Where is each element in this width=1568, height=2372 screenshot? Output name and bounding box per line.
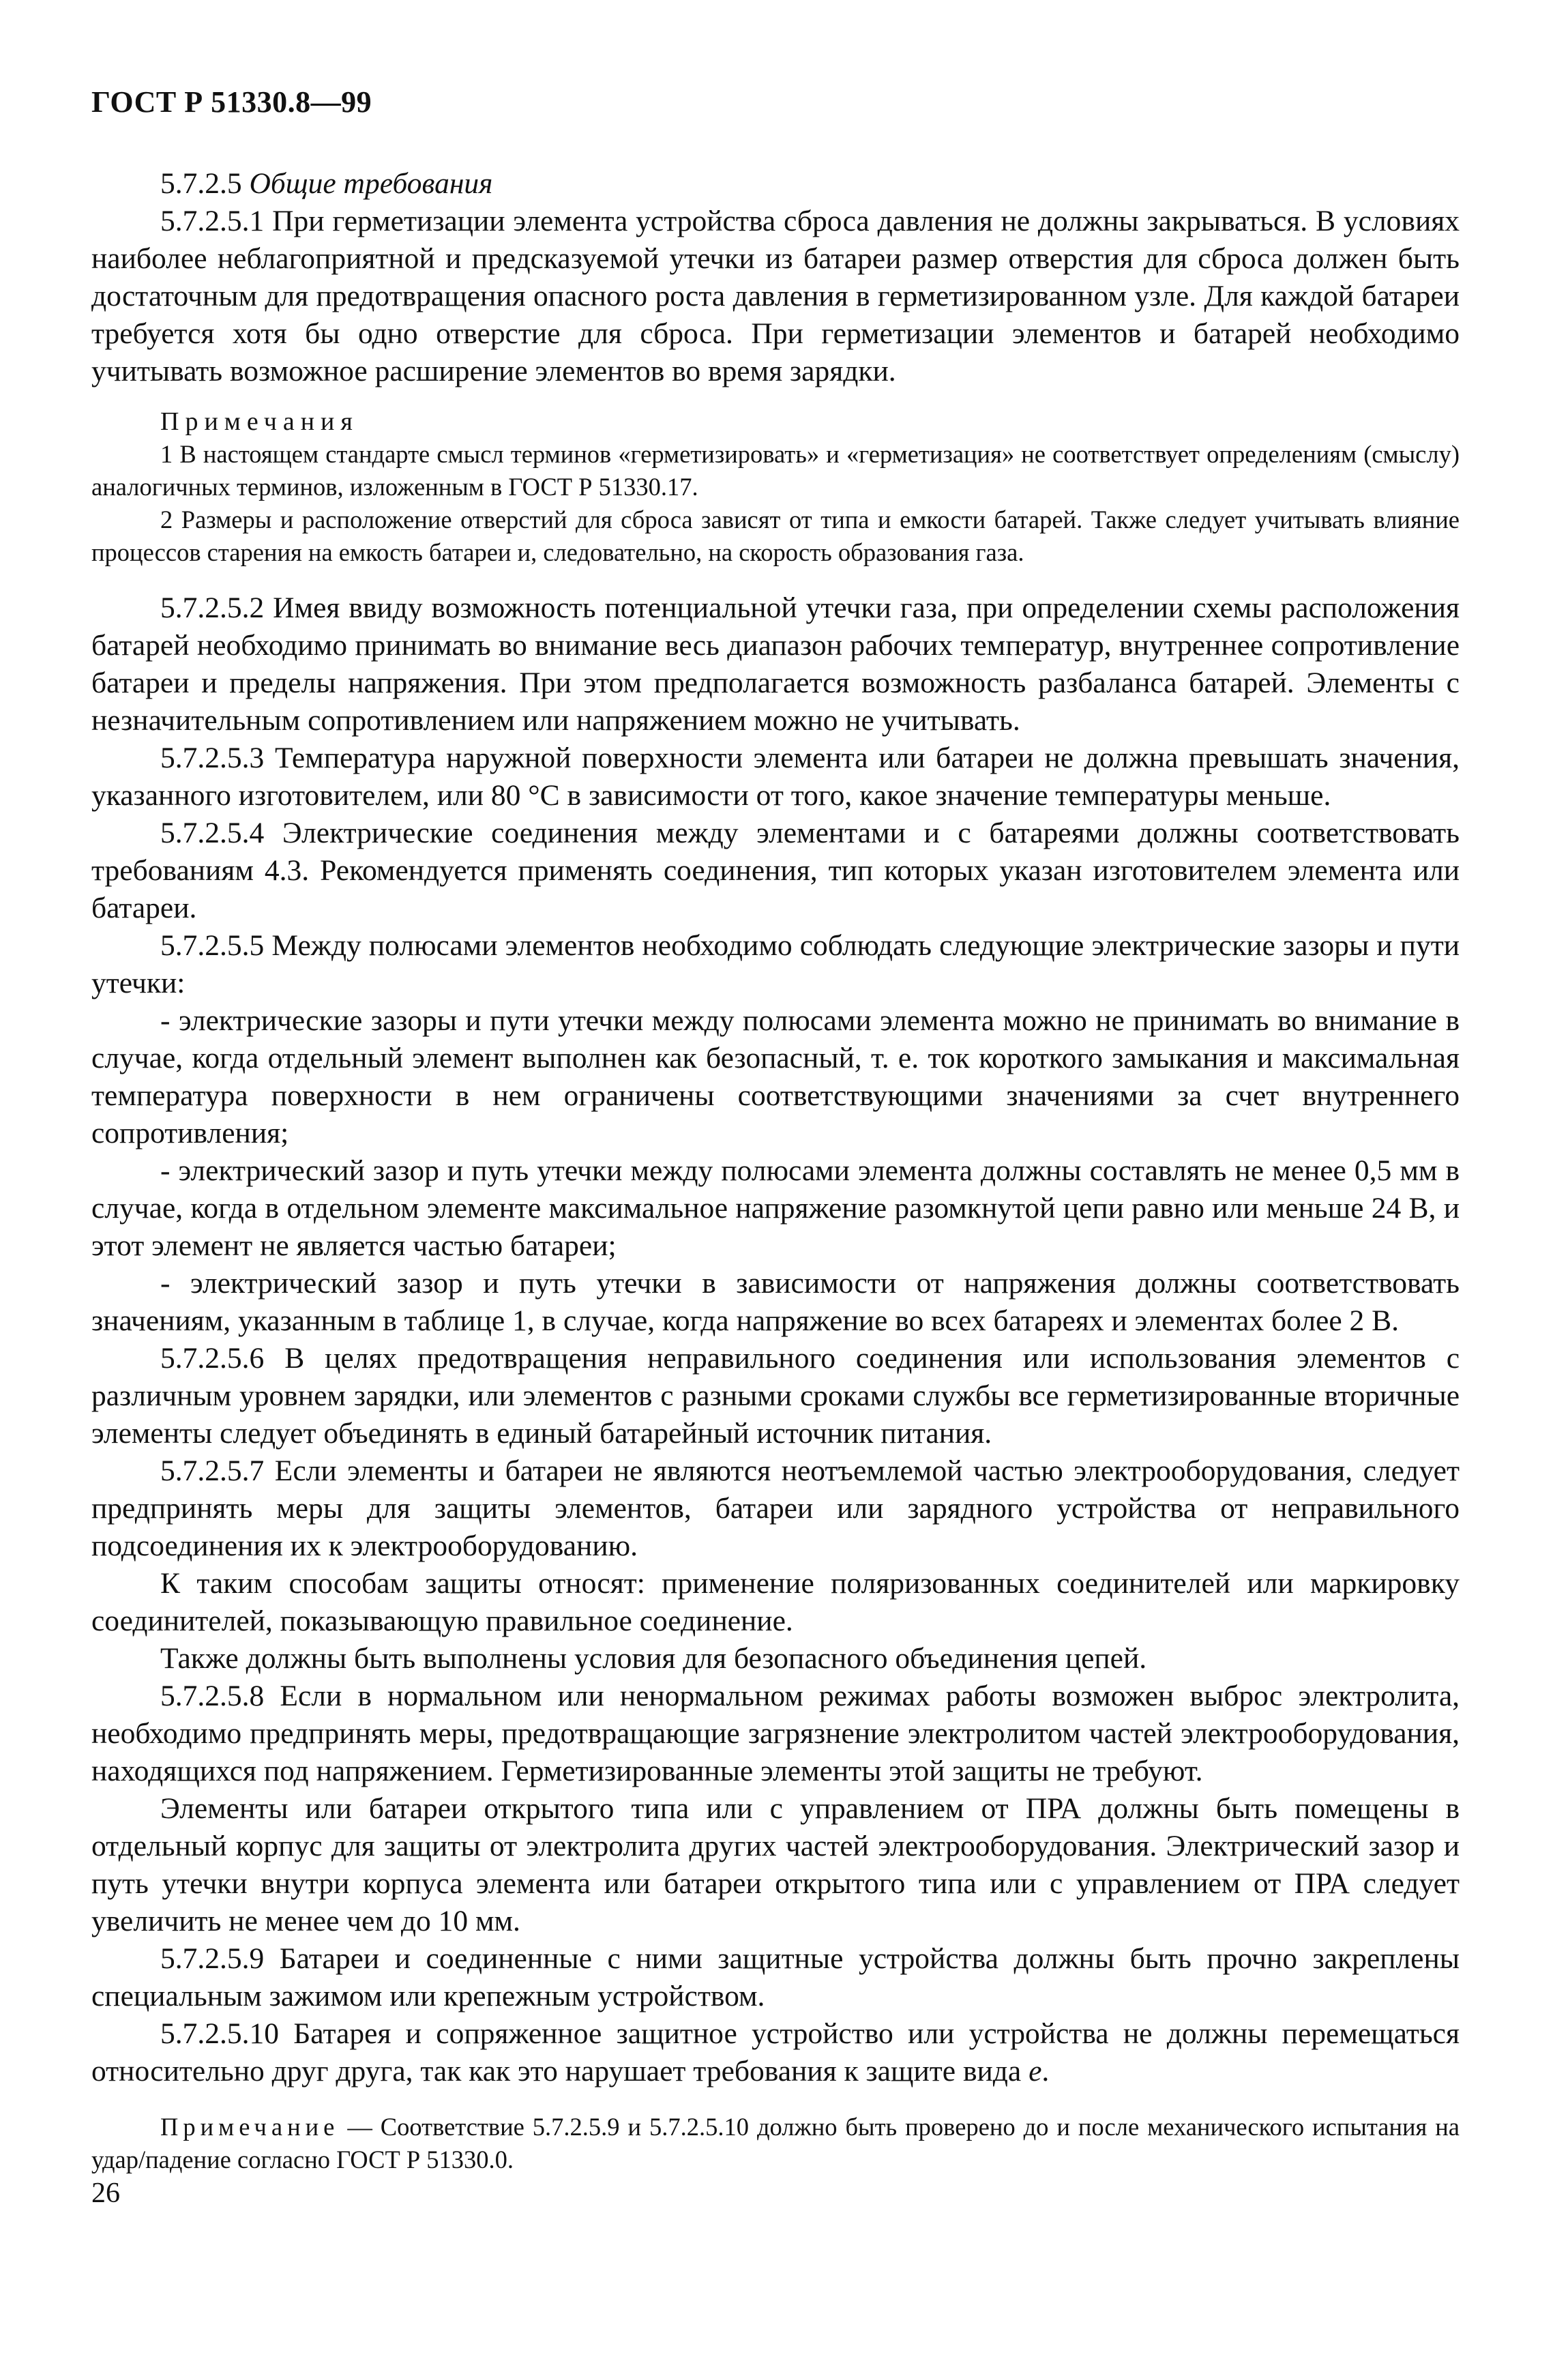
paragraph-5-7-2-5-4: 5.7.2.5.4 Электрические соединения между элементами и с батареями должны соответствовать требованиям 4.3. Рекомендуется применять соединения, тип которых указан изготовителем элемента или батареи.: [91, 817, 1460, 924]
paragraph-5-7-2-5-9: 5.7.2.5.9 Батареи и соединенные с ними защитные устройства должны быть прочно закреплены специальным зажимом или крепежным устройством.: [91, 1942, 1460, 2012]
list-item-3: - электрический зазор и путь утечки в зависимости от напряжения должны соответствовать значениям, указанным в таблице 1, в случае, когда напряжение во всех батареях и элементах более 2 В.: [91, 1267, 1460, 1337]
paragraph-5-7-2-5-2: 5.7.2.5.2 Имея ввиду возможность потенциальной утечки газа, при определении схемы расположения батарей необходимо принимать во внимание весь диапазон рабочих температур, внутреннее сопротивление батареи и пределы напряжения. При этом предполагается возможность разбаланса батарей. Элементы с незначительным сопротивлением или напряжением можно не учитывать.: [91, 591, 1460, 737]
list-item-1: - электрические зазоры и пути утечки между полюсами элемента можно не принимать во внимание в случае, когда отдельный элемент выполнен как безопасный, т. е. ток короткого замыкания и максимальная температура поверхности в нем ограничены соответствующими значениями за счет внутреннего сопротивления;: [91, 1004, 1460, 1150]
page-number: 26: [91, 2178, 120, 2209]
section-title-number: 5.7.2.5: [160, 167, 250, 200]
note-2: 2 Размеры и расположение отверстий для сброса зависят от типа и емкости батарей. Также следует учитывать влияние процессов старения на емкость батареи и, следовательно, на скорость образования газа.: [91, 506, 1460, 566]
paragraph-safe-circuits: Также должны быть выполнены условия для безопасного объединения цепей.: [160, 1642, 1147, 1675]
paragraph-open-type-cells: Элементы или батареи открытого типа или с управлением от ПРА должны быть помещены в отдельный корпус для защиты от электролита других частей электрооборудования. Электрический зазор и путь утечки внутри корпуса элемента или батареи открытого типа или с управлением от ПРА следует увеличить не менее чем до 10 мм.: [91, 1792, 1460, 1937]
paragraph-5-7-2-5-8: 5.7.2.5.8 Если в нормальном или ненормальном режимах работы возможен выброс электролита, необходимо предпринять меры, предотвращающие загрязнение электролитом частей электрооборудования, находящихся под напряжением. Герметизированные элементы этой защиты не требуют.: [91, 1680, 1460, 1787]
section-title-text: Общие требования: [249, 167, 493, 200]
section-title: [91, 165, 1460, 203]
list-item-2: - электрический зазор и путь утечки между полюсами элемента должны составлять не менее 0,5 мм в случае, когда в отдельном элементе максимальное напряжение разомкнутой цепи равно или меньше 24 В, и этот элемент не является частью батареи;: [91, 1154, 1460, 1262]
paragraph-5-7-2-5-10: [91, 2015, 1460, 2090]
final-note-text: — Соответствие 5.7.2.5.9 и 5.7.2.5.10 должно быть проверено до и после механического испытания на удар/падение согласно ГОСТ Р 51330.0.: [91, 2113, 1460, 2173]
final-note: [91, 2111, 1460, 2176]
final-note-heading: Примечание: [160, 2113, 340, 2141]
paragraph-5-7-2-5-10-end: .: [1041, 2055, 1050, 2088]
paragraph-protection-methods: К таким способам защиты относят: применение поляризованных соединителей или маркировку соединителей, показывающую правильное соединение.: [91, 1567, 1460, 1637]
notes-heading: Примечания: [160, 407, 359, 436]
paragraph-5-7-2-5-3: 5.7.2.5.3 Температура наружной поверхности элемента или батареи не должна превышать значения, указанного изготовителем, или 80 °С в зависимости от того, какое значение температуры меньше.: [91, 742, 1460, 812]
note-1: 1 В настоящем стандарте смысл терминов «герметизировать» и «герметизация» не соответствует определениям (смыслу) аналогичных терминов, изложенным в ГОСТ Р 51330.17.: [91, 440, 1460, 501]
paragraph-5-7-2-5-5: 5.7.2.5.5 Между полюсами элементов необходимо соблюдать следующие электрические зазоры и пути утечки:: [91, 929, 1460, 999]
paragraph-5-7-2-5-6: 5.7.2.5.6 В целях предотвращения неправильного соединения или использования элементов с различным уровнем зарядки, или элементов с разными сроками службы все герметизированные вторичные элементы следует объединять в единый батарейный источник питания.: [91, 1342, 1460, 1450]
paragraph-5-7-2-5-10-text: 5.7.2.5.10 Батарея и сопряженное защитное устройство или устройства не должны перемещаться относительно друг друга, так как это нарушает требования к защите вида: [91, 2017, 1460, 2088]
paragraph-5-7-2-5-1: 5.7.2.5.1 При герметизации элемента устройства сброса давления не должны закрываться. В условиях наиболее неблагоприятной и предсказуемой утечки из батареи размер отверстия для сброса должен быть достаточным для предотвращения опасного роста давления в герметизированном узле. Для каждой батареи требуется хотя бы одно отверстие для сброса. При герметизации элементов и батарей необходимо учитывать возможное расширение элементов во время зарядки.: [91, 205, 1460, 387]
protection-type-e: е: [1029, 2055, 1042, 2088]
notes-block: [91, 405, 1460, 569]
document-body: [91, 165, 1460, 2176]
document-header: ГОСТ Р 51330.8—99: [91, 85, 372, 119]
paragraph-5-7-2-5-7: 5.7.2.5.7 Если элементы и батареи не являются неотъемлемой частью электрооборудования, следует предпринять меры для защиты элементов, батареи или зарядного устройства от неправильного подсоединения их к электрооборудованию.: [91, 1454, 1460, 1562]
